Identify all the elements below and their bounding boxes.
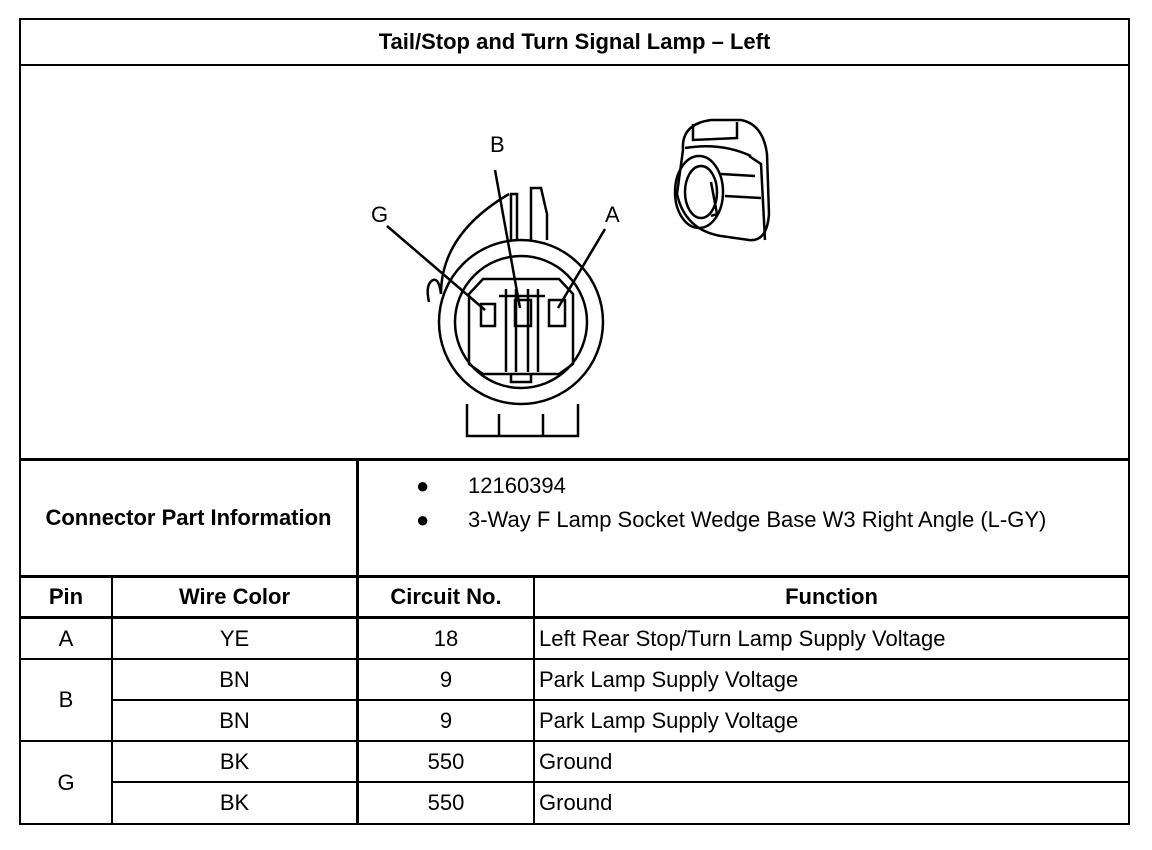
circuit-cell: 9 [439,707,453,733]
connector-outer-ring [439,240,603,404]
pin-label-b: B [490,132,505,157]
connector-drawing [21,64,1128,460]
latch-tab [511,194,517,240]
connector-diagram [21,64,1128,460]
function-cell: Park Lamp Supply Voltage [539,666,799,692]
wire-color-cell: BN [219,666,250,692]
latch-tab [531,188,547,240]
wire-color-cell: BN [219,707,250,733]
pin-label-a: A [605,202,620,227]
wire-color-cell: BK [219,790,250,815]
circuit-cell: 550 [427,748,465,774]
pin-label-g: G [371,202,389,227]
wire-color-cell: YE [219,625,250,651]
circuit-cell: 550 [427,790,465,815]
function-cell: Ground [539,790,613,815]
pin-cell: A [58,625,74,651]
socket-side-view [675,120,769,240]
connector-body-legs [467,404,578,436]
col-header-function: Function [785,584,878,609]
leader-line-g [387,226,485,310]
function-cell: Left Rear Stop/Turn Lamp Supply Voltage [539,625,946,651]
connector-info-item: ● 12160394 [416,473,566,498]
col-header-circuit: Circuit No. [390,584,502,609]
function-cell: Ground [539,748,613,774]
divider [356,461,359,575]
page-title: Tail/Stop and Turn Signal Lamp – Left [378,29,771,54]
wire-color-cell: BK [219,748,250,774]
connector-info-item: ● 3-Way F Lamp Socket Wedge Base W3 Right Angle (L-GY) [416,507,1047,532]
pin-terminal-a [549,300,565,326]
connector-sheet [19,18,1130,825]
connector-info-label: Connector Part Information [45,505,332,530]
col-header-pin: Pin [48,584,84,609]
col-header-wire-color: Wire Color [178,584,291,609]
circuit-cell: 18 [433,625,459,651]
circuit-cell: 9 [439,666,453,692]
pin-cell: G [57,769,75,795]
function-cell: Park Lamp Supply Voltage [539,707,799,733]
pin-cell: B [58,687,74,712]
